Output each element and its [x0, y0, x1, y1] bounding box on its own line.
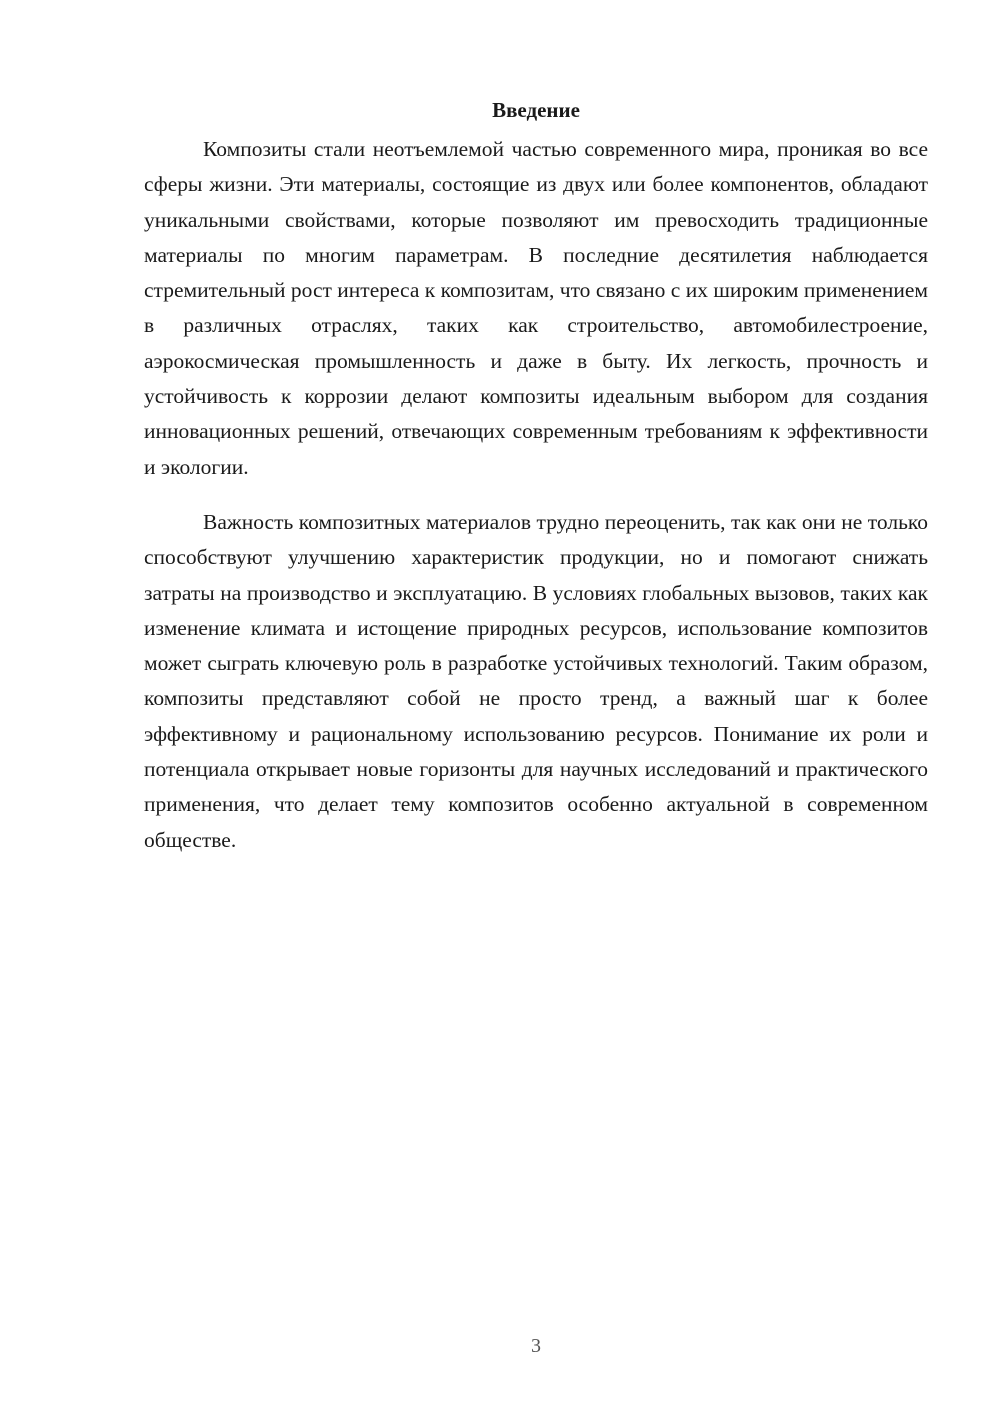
- page-number: 3: [531, 1335, 541, 1357]
- paragraph-2: Важность композитных материалов трудно переоценить, так как они не только способствуют улучшению характеристик продукции, но и помогают снижать затраты на производство и эксплуатацию. В условиях глобальных вызовов, таких как изменение климата и истощение природных ресурсов, использование композитов может сыграть ключевую роль в разработке устойчивых технологий. Таким образом, композиты представляют собой не просто тренд, а важный шаг к более эффективному и рациональному использованию ресурсов. Понимание их роли и потенциала открывает новые горизонты для научных исследований и практического применения, что делает тему композитов особенно актуальной в современном обществе.: [144, 509, 928, 852]
- paragraph-1: Композиты стали неотъемлемой частью современного мира, проникая во все сферы жизни. Эти материалы, состоящие из двух или более компонентов, обладают уникальными свойствами, которые позволяют им превосходить традиционные материалы по многим параметрам. В последние десятилетия наблюдается стремительный рост интереса к композитам, что связано с их широким применением в различных отраслях, таких как строительство, автомобилестроение, аэрокосмическая промышленность и даже в быту. Их легкость, прочность и устойчивость к коррозии делают композиты идеальным выбором для создания инновационных решений, отвечающих современным требованиям к эффективности и экологии.: [144, 137, 928, 479]
- page-content: [144, 92, 928, 858]
- section-title: Введение: [492, 98, 580, 122]
